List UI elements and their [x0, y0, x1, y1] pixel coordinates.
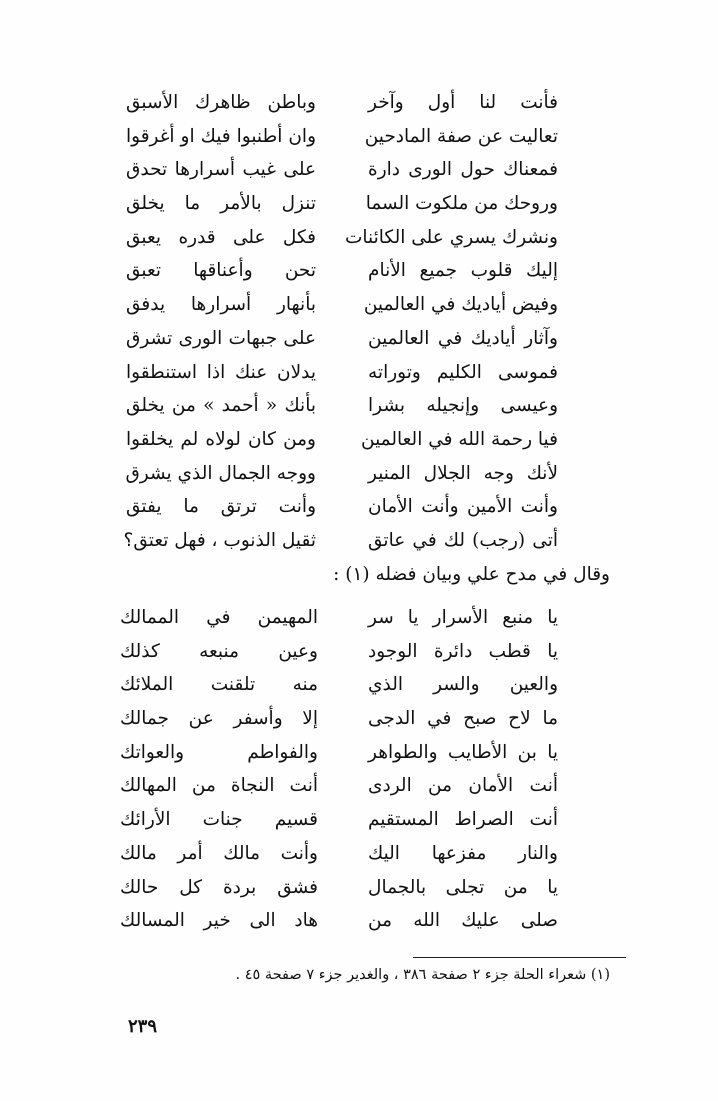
verse-hemistich: وباطن ظاهرك الأسبق: [126, 92, 316, 113]
verse-hemistich: فيا رحمة الله في العالمين: [361, 428, 558, 450]
verse-hemistich: وأنت ترتق ما يفتق: [126, 496, 316, 518]
verse-hemistich: لأنك وجه الجلال المنير: [368, 462, 558, 484]
verse-hemistich: فشق بردة كل حالك: [120, 876, 318, 898]
page-number: ٢٣٩: [128, 1016, 158, 1037]
verse-hemistich: والفواطم والعواتك: [120, 741, 318, 763]
verse-hemistich: تحن وأعناقها تعبق: [126, 260, 316, 282]
poem2-left-hemistichs: [120, 601, 318, 938]
verse-hemistich: يدلان عنك اذا استنطقوا: [126, 361, 316, 383]
verse-hemistich: بأنك « أحمد » من يخلق: [126, 395, 316, 417]
verse-hemistich: يا منبع الأسرار يا سر: [368, 607, 558, 628]
verse-hemistich: وآثار أياديك في العالمين: [368, 327, 558, 349]
verse-hemistich: وروحك من ملكوت السما: [365, 193, 558, 215]
verse-hemistich: يا من تجلى بالجمال: [368, 876, 558, 898]
verse-hemistich: ثقيل الذنوب ، فهل تعتق؟: [123, 529, 316, 551]
verse-hemistich: وعيسى وإنجيله بشرا: [368, 395, 558, 417]
verse-hemistich: هاد الى خير المسالك: [120, 910, 318, 932]
verse-hemistich: فمعناك حول الورى دارة: [368, 159, 558, 181]
verse-hemistich: أنت الصراط المستقيم: [368, 809, 558, 831]
verse-hemistich: إليك قلوب جميع الأنام: [368, 260, 558, 282]
verse-hemistich: وأنت الأمين وأنت الأمان: [368, 496, 558, 518]
verse-hemistich: ومن كان لولاه لم يخلقوا: [126, 428, 316, 450]
verse-hemistich: منه تلقنت الملائك: [120, 674, 318, 696]
verse-hemistich: ونشرك يسري على الكائنات: [344, 226, 558, 248]
verse-hemistich: يا قطب دائرة الوجود: [368, 640, 558, 662]
verse-hemistich: قسيم جنات الأرائك: [120, 809, 318, 831]
poem1-right-hemistichs: [344, 86, 558, 558]
footnote: (١) شعراء الحلة جزء ٢ صفحة ٣٨٦ ، والغدير جزء ٧ صفحة ٤٥ .: [235, 967, 610, 983]
section-heading: وقال في مدح علي وبيان فضله (١) :: [333, 564, 610, 585]
verse-hemistich: والعين والسر الذي: [368, 674, 558, 696]
verse-hemistich: بأنهار أسرارها يدفق: [126, 294, 316, 316]
verse-hemistich: وأنت مالك أمر مالك: [120, 842, 318, 864]
footnote-divider: [413, 957, 626, 958]
verse-hemistich: أنت الأمان من الردى: [368, 775, 558, 797]
verse-hemistich: أتى (رجب) لك في عاتق: [368, 529, 558, 551]
verse-hemistich: ووجه الجمال الذي يشرق: [125, 462, 316, 484]
poem2-right-hemistichs: [368, 601, 558, 938]
verse-hemistich: صلى عليك الله من: [368, 910, 558, 932]
poem1-left-hemistichs: [123, 86, 316, 558]
verse-hemistich: وفيض أياديك في العالمين: [363, 294, 558, 316]
verse-hemistich: المهيمن في الممالك: [120, 607, 318, 628]
verse-hemistich: تعاليت عن صفة المادحين: [364, 125, 558, 147]
verse-hemistich: والنار مفزعها اليك: [368, 842, 558, 864]
verse-hemistich: وعين منبعه كذلك: [120, 640, 318, 662]
verse-hemistich: فموسى الكليم وتوراته: [368, 361, 558, 383]
verse-hemistich: فكل على قدره يعبق: [126, 226, 316, 248]
verse-hemistich: وان أطنبوا فيك او أغرقوا: [126, 125, 316, 147]
verse-hemistich: فأنت لنا أول وآخر: [368, 92, 558, 113]
verse-hemistich: على جبهات الورى تشرق: [126, 327, 316, 349]
verse-hemistich: على غيب أسرارها تحدق: [126, 159, 316, 181]
verse-hemistich: إلا وأسفر عن جمالك: [120, 708, 318, 730]
verse-hemistich: يا بن الأطايب والطواهر: [368, 741, 558, 763]
verse-hemistich: تنزل بالأمر ما يخلق: [126, 193, 316, 215]
verse-hemistich: أنت النجاة من المهالك: [120, 775, 318, 797]
verse-hemistich: ما لاح صبح في الدجى: [368, 708, 558, 730]
